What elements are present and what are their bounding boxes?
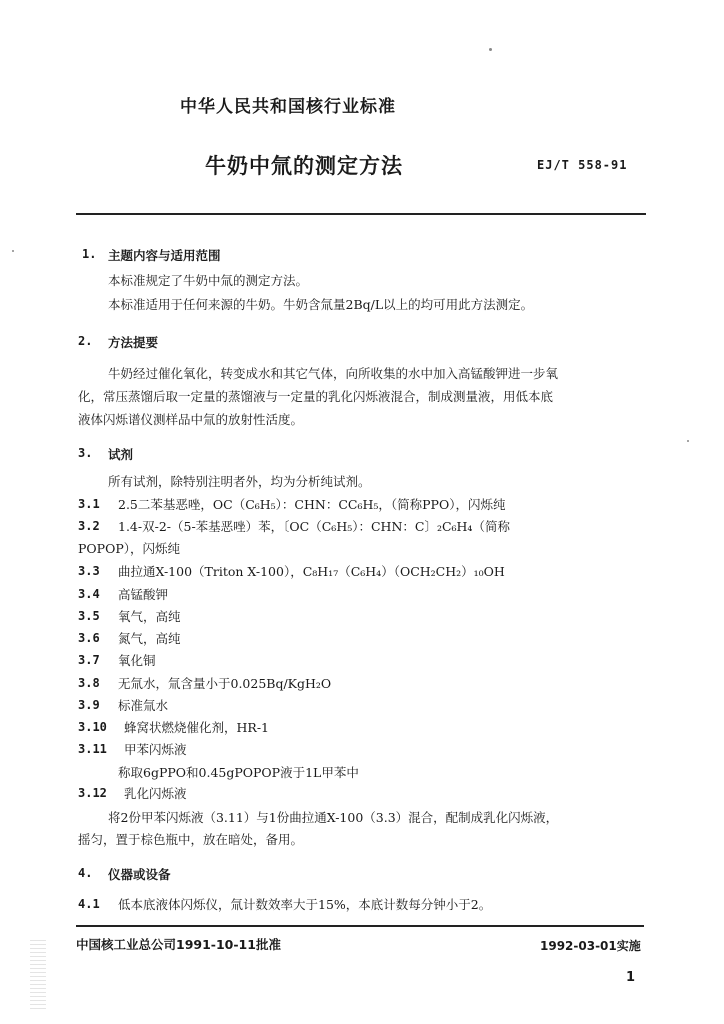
reagent-text-continued: POPOP），闪烁纯	[78, 541, 180, 556]
reagent-number: 3.9	[78, 698, 100, 712]
equipment-text: 低本底液体闪烁仪，氚计数效率大于15%，本底计数每分钟小于2。	[118, 897, 492, 912]
section-1-number: 1.	[82, 247, 97, 261]
scan-speck	[489, 48, 492, 51]
reagent-number: 3.3	[78, 564, 100, 578]
reagent-number: 3.6	[78, 631, 100, 645]
issuing-organization: 中华人民共和国核行业标准	[180, 97, 396, 117]
section-4-number: 4.	[78, 866, 93, 880]
reagent-number: 3.8	[78, 676, 100, 690]
reagent-text: 2.5二苯基恶唑，OC（C₆H₅）：CHN：CC₆H₅，（简称PPO），闪烁纯	[118, 497, 506, 512]
equipment-number: 4.1	[78, 897, 100, 911]
standard-code: EJ/T 558-91	[537, 158, 628, 172]
section-3-intro: 所有试剂，除特别注明者外，均为分析纯试剂。	[108, 474, 371, 489]
section-1-paragraph-1: 本标准规定了牛奶中氚的测定方法。	[108, 273, 309, 288]
reagent-number: 3.12	[78, 786, 107, 800]
reagent-text: 高锰酸钾	[118, 587, 169, 602]
section-2-line-3: 液体闪烁谱仪测样品中氚的放射性活度。	[78, 412, 304, 427]
reagent-text: 氧气，高纯	[118, 609, 181, 624]
reagent-text: 氧化铜	[118, 653, 156, 668]
section-1-title: 主题内容与适用范围	[108, 248, 221, 263]
page-number: 1	[626, 970, 636, 985]
scan-speck	[687, 440, 689, 442]
reagent-text: 蜂窝状燃烧催化剂，HR-1	[124, 720, 269, 735]
section-2-number: 2.	[78, 334, 93, 348]
scan-speck	[12, 250, 14, 252]
scan-edge-noise	[30, 940, 46, 1010]
reagent-number: 3.2	[78, 519, 100, 533]
reagent-number: 3.10	[78, 720, 107, 734]
reagent-number: 3.11	[78, 742, 107, 756]
reagent-text: 标准氚水	[118, 698, 169, 713]
reagent-text: 氮气，高纯	[118, 631, 181, 646]
reagent-number: 3.5	[78, 609, 100, 623]
section-3-number: 3.	[78, 446, 93, 460]
reagent-text: 乳化闪烁液	[124, 786, 187, 801]
reagent-text: 曲拉通X-100（Triton X-100），C₈H₁₇（C₆H₄）（OCH₂CH₂）₁₀OH	[118, 564, 505, 579]
approval-line: 中国核工业总公司1991-10-11批准	[76, 937, 281, 952]
document-title: 牛奶中氚的测定方法	[205, 154, 403, 178]
section-1-paragraph-2: 本标准适用于任何来源的牛奶。牛奶含氚量2Bq/L以上的均可用此方法测定。	[108, 297, 534, 312]
reagent-text: 甲苯闪烁液	[124, 742, 187, 757]
reagent-text: 无氚水，氚含量小于0.025Bq/KgH₂O	[118, 676, 332, 691]
reagent-number: 3.7	[78, 653, 100, 667]
section-4-title: 仪器或设备	[108, 867, 171, 882]
footer-divider	[76, 925, 644, 927]
reagent-text: 1.4-双-2-（5-苯基恶唑）苯，〔OC（C₆H₅）：CHN：C〕₂C₆H₄（简称	[118, 519, 510, 534]
header-divider	[76, 213, 646, 215]
section-3-title: 试剂	[108, 447, 134, 462]
reagent-preparation: 称取6gPPO和0.45gPOPOP液于1L甲苯中	[118, 765, 359, 780]
section-2-line-2: 化，常压蒸馏后取一定量的蒸馏液与一定量的乳化闪烁液混合，制成测量液，用低本底	[78, 389, 554, 404]
section-2-title: 方法提要	[108, 335, 159, 350]
effective-date-line: 1992-03-01实施	[540, 939, 641, 953]
section-2-line-1: 牛奶经过催化氧化，转变成水和其它气体，向所收集的水中加入高锰酸钾进一步氧	[108, 366, 559, 381]
reagent-preparation: 将2份甲苯闪烁液（3.11）与1份曲拉通X-100（3.3）混合，配制成乳化闪烁液，	[108, 810, 559, 825]
reagent-number: 3.4	[78, 587, 100, 601]
reagent-preparation-continued: 摇匀，置于棕色瓶中，放在暗处，备用。	[78, 832, 304, 847]
reagent-number: 3.1	[78, 497, 100, 511]
